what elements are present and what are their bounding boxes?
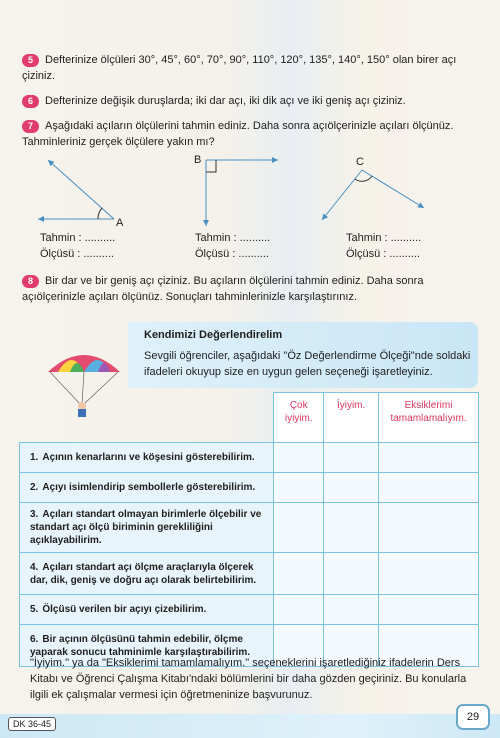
- angle-b-label: B: [194, 154, 202, 166]
- checkbox-needs-improvement[interactable]: [379, 443, 479, 473]
- header-good: İyiyim.: [324, 393, 379, 443]
- criterion-cell: 2. Açıyı isimlendirip sembollerle gösterebilirim.: [20, 473, 274, 503]
- angle-a-figure: [38, 160, 114, 219]
- checkbox-needs-improvement[interactable]: [379, 503, 479, 553]
- page-number: 29: [456, 704, 490, 730]
- question-number-badge: 6: [22, 95, 39, 108]
- checkbox-very-good[interactable]: [274, 503, 324, 553]
- estimate-field[interactable]: Tahmin : ..........: [195, 232, 271, 244]
- question-number-badge: 7: [22, 120, 39, 133]
- header-needs-improvement: Eksiklerimi tamamlamalıyım.: [379, 393, 479, 443]
- header-very-good: Çok iyiyim.: [274, 393, 324, 443]
- measure-field[interactable]: Ölçüsü : ..........: [40, 248, 114, 260]
- angle-c-answers: [346, 230, 421, 262]
- checkbox-needs-improvement[interactable]: [379, 473, 479, 503]
- estimate-field[interactable]: Tahmin : ..........: [346, 232, 422, 244]
- checkbox-good[interactable]: [324, 473, 379, 503]
- angle-b-answers: [195, 230, 270, 262]
- measure-field[interactable]: Ölçüsü : ..........: [195, 248, 269, 260]
- checkbox-needs-improvement[interactable]: [379, 553, 479, 595]
- question-text: Aşağıdaki açıların ölçülerini tahmin ediniz. Daha sonra açıölçerinizle açıları ölçünüz. Tahminleriniz gerçek ölçülere yakın mı?: [22, 120, 454, 148]
- table-row: [20, 473, 479, 503]
- question-number-badge: 5: [22, 54, 39, 67]
- measure-field[interactable]: Ölçüsü : ..........: [346, 248, 420, 260]
- angle-c-figure: [322, 170, 424, 220]
- bottom-band: [0, 714, 500, 738]
- checkbox-good[interactable]: [324, 503, 379, 553]
- criterion-cell: 5. Ölçüsü verilen bir açıyı çizebilirim.: [20, 595, 274, 625]
- checkbox-very-good[interactable]: [274, 553, 324, 595]
- angle-a-label: A: [116, 217, 124, 229]
- table-row: [20, 503, 479, 553]
- self-evaluation-intro: Sevgili öğrenciler, aşağıdaki "Öz Değerlendirme Ölçeği"nde soldaki ifadeleri okuyup size en uygun gelen seçeneği işaretleyiniz.: [144, 350, 471, 378]
- checkbox-good[interactable]: [324, 443, 379, 473]
- question-number-badge: 8: [22, 275, 39, 288]
- criterion-cell: 6. Bir açının ölçüsünü tahmin edebilir, ölçme yaparak sonucu tahminimle karşılaştırabilirim.: [20, 625, 274, 667]
- angle-a-answers: [40, 230, 115, 262]
- checkbox-very-good[interactable]: [274, 473, 324, 503]
- unit-code: DK 36-45: [8, 717, 56, 731]
- question-text: Defterinize değişik duruşlarda; iki dar açı, iki dik açı ve iki geniş açı çiziniz.: [45, 95, 406, 107]
- question-text: Defterinize ölçüleri 30°, 45°, 60°, 70°, 90°, 110°, 120°, 135°, 140°, 150° olan birer açı çiziniz.: [22, 54, 457, 82]
- checkbox-very-good[interactable]: [274, 595, 324, 625]
- self-evaluation-title: Kendimizi Değerlendirelim: [144, 329, 283, 341]
- criterion-cell: 1. Açının kenarlarını ve köşesini gösterebilirim.: [20, 443, 274, 473]
- question-text: Bir dar ve bir geniş açı çiziniz. Bu açıların ölçülerini tahmin ediniz. Daha sonra açıölçerinizle açıları ölçünüz. Sonuçları tahminlerinizle karşılaştırınız.: [22, 275, 424, 303]
- checkbox-good[interactable]: [324, 595, 379, 625]
- footer-instructions: "İyiyim." ya da "Eksiklerimi tamamlamalıyım." seçeneklerini işaretlediğiniz ifadelerin Ders Kitabı ve Öğrenci Çalışma Kitabı'ndaki bölümlerini bir daha gözden geçiriniz. Bu konularla ilgili ek çalışmalar vermesi için öğretmeninize başvurunuz.: [30, 657, 467, 701]
- table-row: [20, 553, 479, 595]
- angle-c-label: C: [356, 156, 364, 168]
- angle-b-figure: [206, 160, 278, 226]
- table-row: [20, 443, 479, 473]
- criterion-cell: 4. Açıları standart açı ölçme araçlarıyla ölçerek dar, dik, geniş ve doğru açı olarak belirtebilirim.: [20, 553, 274, 595]
- criterion-cell: 3. Açıları standart olmayan birimlerle ölçebilir ve standart açı ölçü biriminin gerekliliğini açıklayabilirim.: [20, 503, 274, 553]
- checkbox-good[interactable]: [324, 553, 379, 595]
- table-corner: [20, 393, 274, 443]
- table-row: [20, 595, 479, 625]
- question-8: [22, 273, 472, 305]
- estimate-field[interactable]: Tahmin : ..........: [40, 232, 116, 244]
- checkbox-needs-improvement[interactable]: [379, 595, 479, 625]
- self-evaluation-table: [19, 392, 479, 667]
- checkbox-very-good[interactable]: [274, 443, 324, 473]
